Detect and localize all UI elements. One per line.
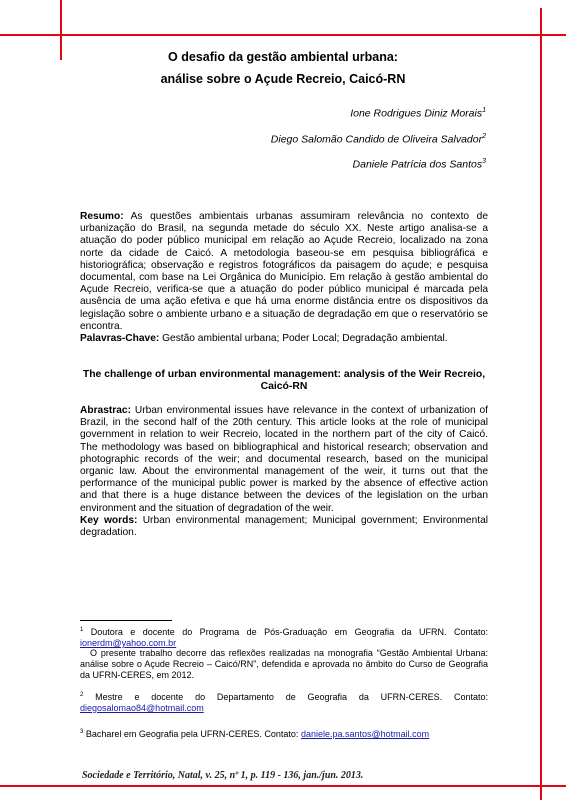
abstract-label: Abrastrac: xyxy=(80,405,131,416)
author-sup: 1 xyxy=(482,107,486,114)
footnote-1-text: Doutora e docente do Programa de Pós-Graduação em Geografia da UFRN. Contato: xyxy=(83,627,488,637)
keywords-text: Urban environmental management; Municipal government; Environmental degradation. xyxy=(80,514,488,539)
resumo-text: As questões ambientais urbanas assumiram relevância no contexto de urbanização do Brasil, na segunda metade do século XX. Neste artigo analisa-se a atuação do poder público municipal em relação ao Açude Recreio, localizado na zona norte da cidade de Caicó. A metodologia baseou-se em pesquisa bibliográfica e historiográfica; observação e registros fotográficos da paisagem do açude; e pesquisa documental, com base na Lei Orgânica do Município. Em relação à gestão ambiental do Açude Recreio, verifica-se que a atuação do poder público municipal é marcada pela ausência de uma ação efetiva e que há uma enorme distância entre os dispositivos da legislação sobre o ambiente urbano e a situação de degradação em que o reservatório se encontra. xyxy=(80,211,488,332)
author-1 xyxy=(350,107,486,120)
paper-title-line2: análise sobre o Açude Recreio, Caicó-RN xyxy=(160,72,406,86)
abstract-block xyxy=(80,405,488,539)
palavras-chave-label: Palavras-Chave: xyxy=(80,333,160,345)
footnote-3-email-link[interactable]: daniele.pa.santos@hotmail.com xyxy=(300,729,430,739)
footnote-1-email-link[interactable]: ionerdm@yahoo.com.br xyxy=(80,638,177,648)
keywords-label: Key words: xyxy=(80,514,138,526)
author-name: Daniele Patrícia dos Santos xyxy=(352,158,483,171)
author-sup: 2 xyxy=(482,133,486,140)
author-2 xyxy=(271,133,486,146)
footnote-1-extra: O presente trabalho decorre das reflexões realizadas na monografia “Gestão Ambiental Urbana: análise sobre o Açude Recreio – Caicó/RN”, defendida e aprovada no âmbito do Curso de Geografia da UFRN-CERES, em 2012. xyxy=(80,648,488,680)
paper-title-line1: O desafio da gestão ambiental urbana: xyxy=(168,50,398,64)
footnote-1 xyxy=(80,625,488,649)
author-sup: 3 xyxy=(482,158,486,165)
journal-citation: Sociedade e Território, Natal, v. 25, nº 1, p. 119 - 136, jan./jun. 2013. xyxy=(82,770,364,781)
footnote-3 xyxy=(80,727,488,740)
author-3 xyxy=(353,158,486,171)
author-name: Ione Rodrigues Diniz Morais xyxy=(350,107,483,120)
bottom-red-rule xyxy=(0,785,566,787)
footnote-3-text: Bacharel em Geografia pela UFRN-CERES. Contato: xyxy=(83,729,301,739)
footnote-2-text: Mestre e docente do Departamento de Geografia da UFRN-CERES. Contato: xyxy=(83,692,488,702)
top-red-rule xyxy=(0,34,566,36)
footnote-2-email-link[interactable]: diegosalomao84@hotmail.com xyxy=(80,703,204,713)
resumo-label: Resumo: xyxy=(80,211,124,222)
author-name: Diego Salomão Candido de Oliveira Salvador xyxy=(270,133,483,146)
footnote-3-sup: 3 xyxy=(80,729,84,735)
footnote-1-sup: 1 xyxy=(80,627,84,633)
english-title: The challenge of urban environmental management: analysis of the Weir Recreio, Caicó-RN xyxy=(82,369,486,393)
footnote-separator xyxy=(80,620,172,621)
footnote-2-sup: 2 xyxy=(80,692,84,698)
palavras-chave-text: Gestão ambiental urbana; Poder Local; Degradação ambiental. xyxy=(159,333,448,345)
resumo-block xyxy=(80,211,488,345)
abstract-text: Urban environmental issues have relevance in the context of urbanization of Brazil, in the second half of the 20th century. This article looks at the role of municipal government in relation to weir Recreio, located in the northern part of the city of Caicó. The methodology was based on bibliographical and historical research; observation and photographic records of the weir; and documental research, based on the municipal organic law. About the environmental management of the weir, it turns out that the performance of the municipal public power is marked by the absence of effective action and that there is a huge distance between the devices of the legislation on the urban environment and the situation of degradation of the weir. xyxy=(80,405,488,514)
footnote-2 xyxy=(80,690,488,714)
right-red-rule xyxy=(540,8,542,800)
